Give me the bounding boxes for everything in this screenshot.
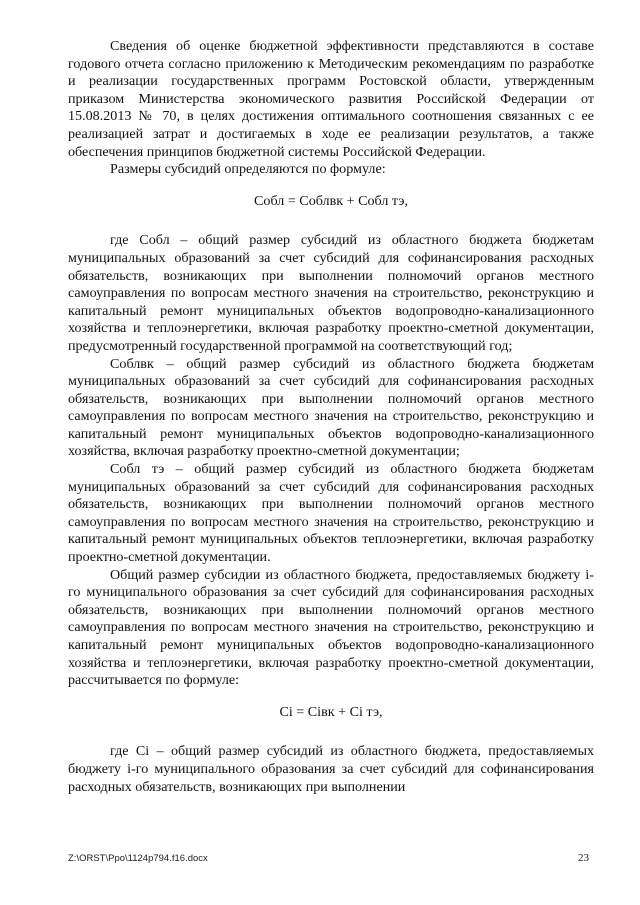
footer-file-path: Z:\ORST\Ppo\1124p794.f16.docx — [68, 853, 208, 864]
formula-municipal-subsidy: Сi = Сiвк + Сi тэ, — [279, 703, 383, 720]
paragraph-definition-sobl-te: Собл тэ – общий размер субсидий из областного бюджета бюджетам муниципальных образований за счет субсидий для софинансирования расходных обязательств, возникающих при выполнении полномочий органов местного самоуправления по вопросам местного значения на строительство, реконструкцию и капитальный ремонт муниципальных объектов теплоэнергетики, включая разработку проектно-сметной документации. — [68, 461, 594, 566]
paragraph-definition-ci: где Сi – общий размер субсидий из областного бюджета, предоставляемых бюджету i-го муниципального образования за счет субсидий для софинансирования расходных обязательств, возникающих при выполнении — [68, 743, 594, 795]
paragraph-definition-soblvk: Соблвк – общий размер субсидий из областного бюджета бюджетам муниципальных образований за счет субсидий для софинансирования расходных обязательств, возникающих при выполнении полномочий органов местного самоуправления по вопросам местного значения на строительство, реконструкцию и капитальный ремонт муниципальных объектов водопроводно-канализационного хозяйства, включая разработку проектно-сметной документации; — [68, 355, 594, 460]
paragraph-definition-sobl: где Собл – общий размер субсидий из областного бюджета бюджетам муниципальных образований за счет субсидий для софинансирования расходных обязательств, возникающих при выполнении полномочий органов местного самоуправления по вопросам местного значения на строительство, реконструкцию и капитальный ремонт муниципальных объектов водопроводно-канализационного хозяйства и теплоэнергетики, включая разработку проектно-сметной документации, предусмотренный государственной программой на соответствующий год; — [68, 232, 594, 354]
footer-page-number: 23 — [578, 852, 589, 864]
paragraph-municipal-subsidy: Общий размер субсидии из областного бюджета, предоставляемых бюджету i-го муниципального образования за счет субсидий для софинансирования расходных обязательств, возникающих при выполнении полномочий органов местного самоуправления по вопросам местного значения на строительство, реконструкцию и капитальный ремонт муниципальных объектов водопроводно-канализационного хозяйства и теплоэнергетики, включая разработку проектно-сметной документации, рассчитывается по формуле: — [68, 566, 594, 689]
paragraph-subsidy-formula-intro: Размеры субсидий определяются по формуле: — [110, 161, 386, 178]
document-body — [68, 38, 594, 796]
paragraph-budget-efficiency: Сведения об оценке бюджетной эффективности представляются в составе годового отчета согласно приложению к Методическим рекомендациям по разработке и реализации государственных программ Ростовской области, утвержденным приказом Министерства экономического развития Российской Федерации от 15.08.2013 № 70, в целях достижения оптимального соотношения связанных с ее реализацией затрат и достигаемых в ходе ее реализации результатов, а также обеспечения принципов бюджетной системы Российской Федерации. — [68, 38, 594, 160]
formula-total-subsidy: Собл = Соблвк + Собл тэ, — [254, 192, 408, 209]
